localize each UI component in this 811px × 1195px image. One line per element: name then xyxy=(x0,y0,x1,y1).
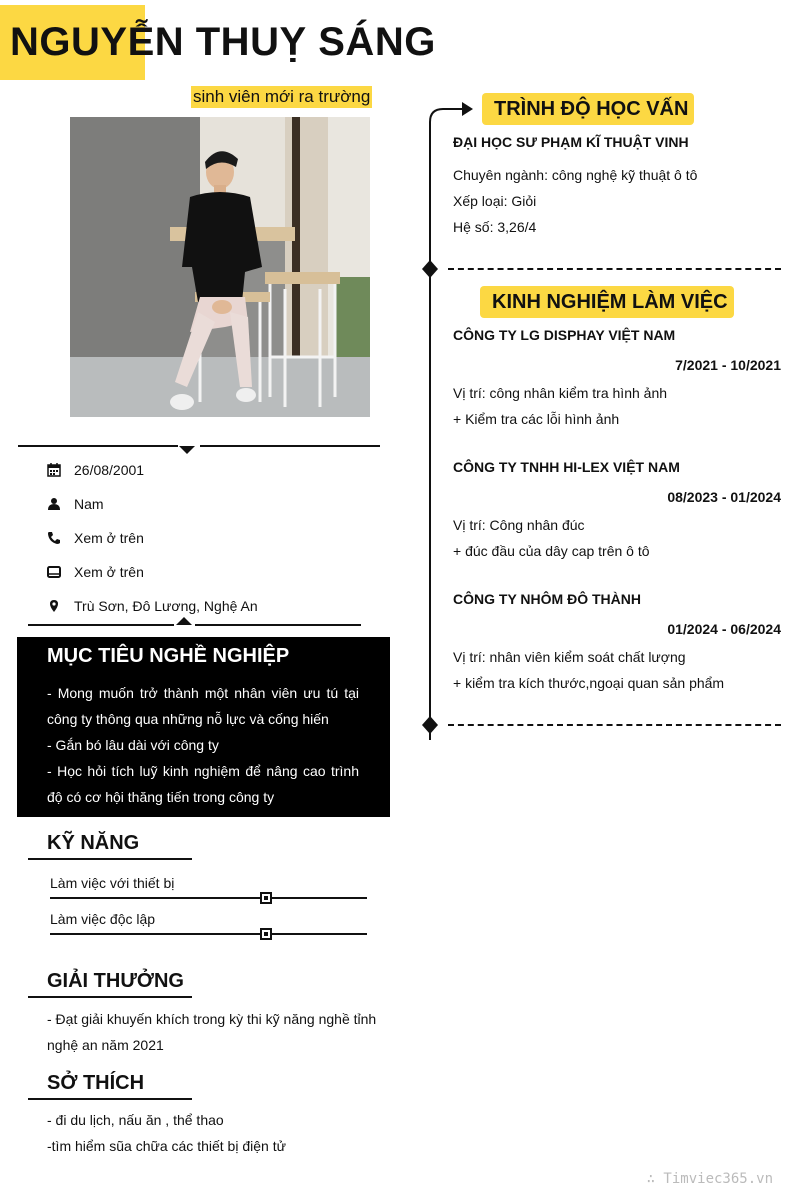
watermark-text: Timviec365.vn xyxy=(663,1171,773,1187)
address-value: Trù Sơn, Đô Lương, Nghệ An xyxy=(74,598,258,614)
divider-line xyxy=(195,624,361,626)
job-position: Vị trí: Công nhân đúc xyxy=(453,517,585,533)
job-task: + đúc đầu của dây cap trên ô tô xyxy=(453,543,650,559)
phone-icon xyxy=(47,531,61,545)
hobbies-title: SỞ THÍCH xyxy=(47,1072,145,1094)
candidate-subtitle: sinh viên mới ra trường xyxy=(193,87,371,106)
section-underline xyxy=(28,858,192,860)
job-company: CÔNG TY TNHH HI-LEX VIỆT NAM xyxy=(453,459,680,475)
section-underline xyxy=(28,1098,192,1100)
divider-line xyxy=(28,624,174,626)
divider-line xyxy=(18,445,178,447)
skills-title: KỸ NĂNG xyxy=(47,832,140,854)
job-period: 01/2024 - 06/2024 xyxy=(667,621,781,637)
contact-dob xyxy=(47,462,144,478)
job-period: 08/2023 - 01/2024 xyxy=(667,489,781,505)
divider-line xyxy=(200,445,380,447)
caret-down-icon xyxy=(179,446,195,455)
contact-gender xyxy=(47,496,104,512)
map-pin-icon xyxy=(47,599,61,613)
contact-email xyxy=(47,564,144,580)
experience-title: KINH NGHIỆM LÀM VIỆC xyxy=(492,291,728,313)
contact-address xyxy=(47,598,258,614)
watermark: ∴ Timviec365.vn xyxy=(646,1171,773,1187)
dashed-divider xyxy=(448,724,781,726)
job-task: + kiểm tra kích thước,ngoại quan sản phẩm xyxy=(453,675,725,691)
awards-title: GIẢI THƯỞNG xyxy=(47,970,184,992)
dob-value: 26/08/2001 xyxy=(74,462,145,478)
job-company: CÔNG TY LG DISPHAY VIỆT NAM xyxy=(453,327,676,343)
contact-phone xyxy=(47,530,144,546)
awards-text: - Đạt giải khuyến khích trong kỳ thi kỹ năng nghề tỉnh nghệ an năm 2021 xyxy=(47,1011,377,1053)
skill-level-marker xyxy=(260,928,272,940)
objective-text xyxy=(47,680,359,810)
email-value: Xem ở trên xyxy=(74,564,144,580)
education-gpa: Hệ số: 3,26/4 xyxy=(453,219,537,235)
dashed-divider xyxy=(448,268,781,270)
objective-line: - Học hỏi tích luỹ kinh nghiệm để nâng cao trình độ có cơ hội thăng tiến trong công ty xyxy=(47,763,359,805)
email-icon xyxy=(47,565,61,579)
profile-photo xyxy=(70,117,370,417)
skill-level-marker xyxy=(260,892,272,904)
job-period: 7/2021 - 10/2021 xyxy=(675,357,781,373)
gender-value: Nam xyxy=(74,496,104,512)
candidate-name: NGUYỄN THUỴ SÁNG xyxy=(10,20,436,64)
calendar-icon xyxy=(47,463,61,477)
objective-line: - Gắn bó lâu dài với công ty xyxy=(47,737,219,753)
job-position: Vị trí: công nhân kiểm tra hình ảnh xyxy=(453,385,668,401)
user-icon xyxy=(47,497,61,511)
objective-line: - Mong muốn trở thành một nhân viên ưu tú tại công ty thông qua những nỗ lực và cống hiến xyxy=(47,685,359,727)
caret-up-icon xyxy=(176,617,192,626)
education-title: TRÌNH ĐỘ HỌC VẤN xyxy=(494,98,689,120)
education-rank: Xếp loại: Giỏi xyxy=(453,193,537,209)
hobby-line: -tìm hiểm sũa chữa các thiết bị điện tử xyxy=(47,1138,286,1154)
skill-bar xyxy=(50,892,367,904)
job-company: CÔNG TY NHÔM ĐÔ THÀNH xyxy=(453,591,641,607)
job-task: + Kiểm tra các lỗi hình ảnh xyxy=(453,411,620,427)
objective-title: MỤC TIÊU NGHỀ NGHIỆP xyxy=(47,645,290,667)
profile-photo-illustration xyxy=(70,117,370,417)
section-underline xyxy=(28,996,192,998)
education-major: Chuyên ngành: công nghệ kỹ thuật ô tô xyxy=(453,167,698,183)
job-position: Vị trí: nhân viên kiểm soát chất lượng xyxy=(453,649,686,665)
career-objective-section xyxy=(17,637,390,817)
hobby-line: - đi du lịch, nấu ăn , thể thao xyxy=(47,1112,224,1128)
skill-label: Làm việc độc lập xyxy=(50,911,156,927)
skill-label: Làm việc với thiết bị xyxy=(50,875,175,891)
skill-bar xyxy=(50,928,367,940)
school-name: ĐẠI HỌC SƯ PHẠM KĨ THUẬT VINH xyxy=(453,134,689,150)
phone-value: Xem ở trên xyxy=(74,530,144,546)
